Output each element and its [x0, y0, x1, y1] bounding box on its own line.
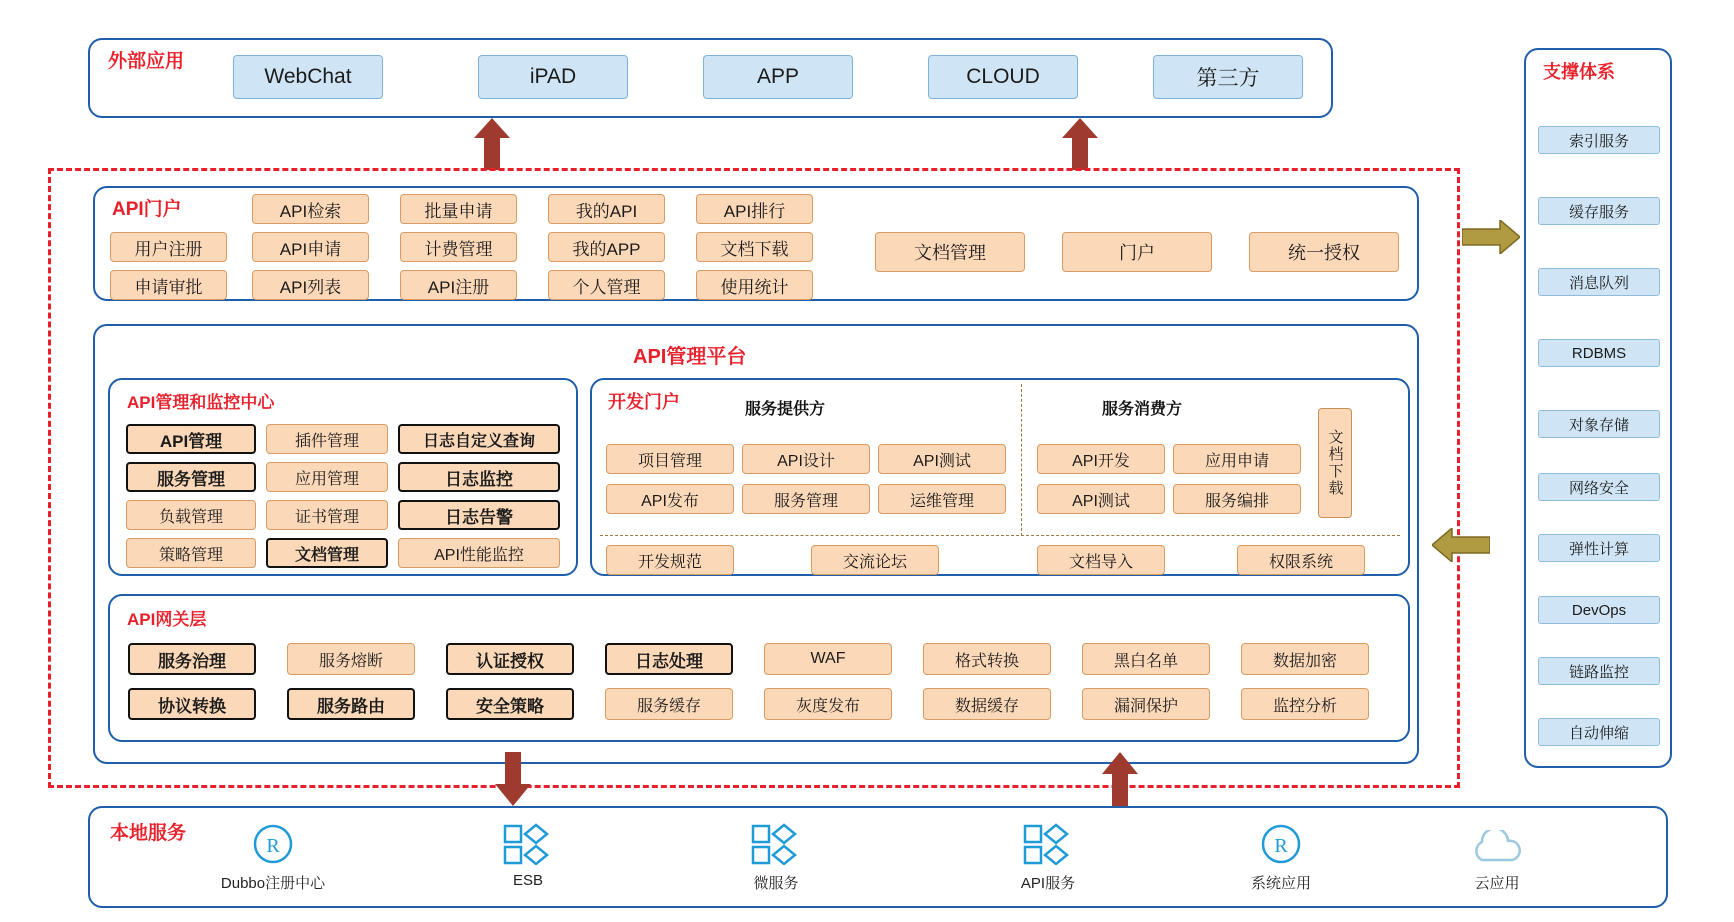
gateway-vuln-protection[interactable]: 漏洞保护: [1082, 688, 1210, 720]
gateway-monitoring-analysis[interactable]: 监控分析: [1241, 688, 1369, 720]
dev-bottom-permission-system[interactable]: 权限系统: [1237, 545, 1365, 575]
svg-text:R: R: [266, 835, 280, 857]
local-service-label-system-app: 系统应用: [1250, 875, 1311, 892]
gateway-service-governance[interactable]: 服务治理: [128, 643, 256, 675]
gateway-protocol-conversion[interactable]: 协议转换: [128, 688, 256, 720]
dev-consumer-service-orchestration[interactable]: 服务编排: [1173, 484, 1301, 514]
support-item-cache-service[interactable]: 缓存服务: [1538, 197, 1660, 225]
local-service-label-api-service: API服务: [1020, 875, 1076, 892]
support-item-object-storage[interactable]: 对象存储: [1538, 410, 1660, 438]
dev-consumer-app-apply[interactable]: 应用申请: [1173, 444, 1301, 474]
monitor-policy-management[interactable]: 策略管理: [126, 538, 256, 568]
gateway-service-fuse[interactable]: 服务熔断: [287, 643, 415, 675]
api-portal-billing[interactable]: 计费管理: [400, 232, 517, 262]
support-item-rdbms[interactable]: RDBMS: [1538, 339, 1660, 367]
svg-text:R: R: [1274, 835, 1288, 857]
gateway-security-policy[interactable]: 安全策略: [446, 688, 574, 720]
gateway-service-routing[interactable]: 服务路由: [287, 688, 415, 720]
api-portal-my-app[interactable]: 我的APP: [548, 232, 665, 262]
dev-portal-provider-label: 服务提供方: [745, 401, 826, 418]
api-portal-portal[interactable]: 门户: [1062, 232, 1212, 272]
monitor-cert-management[interactable]: 证书管理: [266, 500, 388, 530]
dev-portal-divider-horizontal: [600, 535, 1400, 536]
gateway-auth[interactable]: 认证授权: [446, 643, 574, 675]
registered-r-icon: [248, 822, 298, 866]
dev-provider-service-management[interactable]: 服务管理: [742, 484, 870, 514]
api-portal-doc-download[interactable]: 文档下载: [696, 232, 813, 262]
dev-consumer-api-dev[interactable]: API开发: [1037, 444, 1165, 474]
api-portal-api-register[interactable]: API注册: [400, 270, 517, 300]
dev-provider-ops-management[interactable]: 运维管理: [878, 484, 1006, 514]
api-portal-usage-stats[interactable]: 使用统计: [696, 270, 813, 300]
blocks-icon: [748, 822, 804, 866]
blocks-icon: [1020, 822, 1076, 866]
arrow-right-olive-icon: [1462, 220, 1520, 254]
monitor-log-alert[interactable]: 日志告警: [398, 500, 560, 530]
gateway-blacklist-whitelist[interactable]: 黑白名单: [1082, 643, 1210, 675]
blocks-icon: [500, 822, 556, 866]
gateway-format-conversion[interactable]: 格式转换: [923, 643, 1051, 675]
external-apps-title: 外部应用: [108, 51, 185, 72]
support-item-message-queue[interactable]: 消息队列: [1538, 268, 1660, 296]
monitor-app-management[interactable]: 应用管理: [266, 462, 388, 492]
arrow-up-left-icon: [472, 118, 512, 170]
support-item-devops[interactable]: DevOps: [1538, 596, 1660, 624]
api-portal-api-list[interactable]: API列表: [252, 270, 369, 300]
dev-portal-consumer-label: 服务消费方: [1102, 401, 1183, 418]
local-service-label-esb: ESB: [512, 872, 543, 889]
gateway-data-encryption[interactable]: 数据加密: [1241, 643, 1369, 675]
dev-portal-title: 开发门户: [608, 392, 680, 412]
dev-bottom-dev-spec[interactable]: 开发规范: [606, 545, 734, 575]
monitor-plugin-management[interactable]: 插件管理: [266, 424, 388, 454]
monitor-log-monitoring[interactable]: 日志监控: [398, 462, 560, 492]
dev-provider-project-management[interactable]: 项目管理: [606, 444, 734, 474]
monitor-api-management[interactable]: API管理: [126, 424, 256, 454]
support-item-auto-scaling[interactable]: 自动伸缩: [1538, 718, 1660, 746]
gateway-waf[interactable]: WAF: [764, 643, 892, 675]
support-item-index-service[interactable]: 索引服务: [1538, 126, 1660, 154]
support-item-link-monitoring[interactable]: 链路监控: [1538, 657, 1660, 685]
support-item-network-security[interactable]: 网络安全: [1538, 473, 1660, 501]
gateway-data-cache[interactable]: 数据缓存: [923, 688, 1051, 720]
dev-provider-api-test[interactable]: API测试: [878, 444, 1006, 474]
arrow-up-right-icon: [1060, 118, 1100, 170]
external-app-third-party[interactable]: 第三方: [1153, 55, 1303, 99]
dev-portal-divider-vertical: [1021, 384, 1022, 536]
api-portal-api-rank[interactable]: API排行: [696, 194, 813, 224]
gateway-service-cache[interactable]: 服务缓存: [605, 688, 733, 720]
dev-bottom-doc-import[interactable]: 文档导入: [1037, 545, 1165, 575]
dev-provider-api-design[interactable]: API设计: [742, 444, 870, 474]
api-gateway-title: API网关层: [127, 610, 207, 629]
api-portal-batch-apply[interactable]: 批量申请: [400, 194, 517, 224]
local-service-label-cloud-app: 云应用: [1474, 875, 1520, 892]
api-portal-personal-mgmt[interactable]: 个人管理: [548, 270, 665, 300]
api-management-platform-title: API管理平台: [633, 346, 747, 368]
api-portal-title: API门户: [112, 199, 182, 220]
monitor-doc-management[interactable]: 文档管理: [266, 538, 388, 568]
support-system-title: 支撑体系: [1543, 62, 1615, 82]
monitor-log-custom-query[interactable]: 日志自定义查询: [398, 424, 560, 454]
dev-portal-doc-download[interactable]: 文档下载: [1318, 408, 1352, 518]
monitor-load-management[interactable]: 负载管理: [126, 500, 256, 530]
external-app-cloud[interactable]: CLOUD: [928, 55, 1078, 99]
api-portal-api-apply[interactable]: API申请: [252, 232, 369, 262]
dev-bottom-forum[interactable]: 交流论坛: [811, 545, 939, 575]
arrow-left-olive-icon: [1432, 528, 1490, 562]
local-service-label-dubbo: Dubbo注册中心: [220, 875, 326, 892]
arrow-down-icon: [493, 752, 533, 806]
dev-provider-api-publish[interactable]: API发布: [606, 484, 734, 514]
api-portal-apply-approval[interactable]: 申请审批: [110, 270, 227, 300]
cloud-icon: [1466, 828, 1528, 868]
registered-r-icon: [1256, 822, 1306, 866]
api-portal-api-search[interactable]: API检索: [252, 194, 369, 224]
dev-consumer-api-test[interactable]: API测试: [1037, 484, 1165, 514]
external-app-ipad[interactable]: iPAD: [478, 55, 628, 99]
api-portal-doc-management[interactable]: 文档管理: [875, 232, 1025, 272]
gateway-gray-release[interactable]: 灰度发布: [764, 688, 892, 720]
local-service-label-microservice: 微服务: [753, 875, 799, 892]
support-item-elastic-computing[interactable]: 弹性计算: [1538, 534, 1660, 562]
gateway-log-processing[interactable]: 日志处理: [605, 643, 733, 675]
local-services-title: 本地服务: [110, 823, 187, 844]
api-monitor-center-title: API管理和监控中心: [127, 393, 275, 412]
external-app-app[interactable]: APP: [703, 55, 853, 99]
api-portal-user-register[interactable]: 用户注册: [110, 232, 227, 262]
arrow-up-to-gateway-icon: [1100, 752, 1140, 806]
api-portal-unified-auth[interactable]: 统一授权: [1249, 232, 1399, 272]
api-portal-my-api[interactable]: 我的API: [548, 194, 665, 224]
monitor-api-performance[interactable]: API性能监控: [398, 538, 560, 568]
monitor-service-management[interactable]: 服务管理: [126, 462, 256, 492]
external-app-webchat[interactable]: WebChat: [233, 55, 383, 99]
